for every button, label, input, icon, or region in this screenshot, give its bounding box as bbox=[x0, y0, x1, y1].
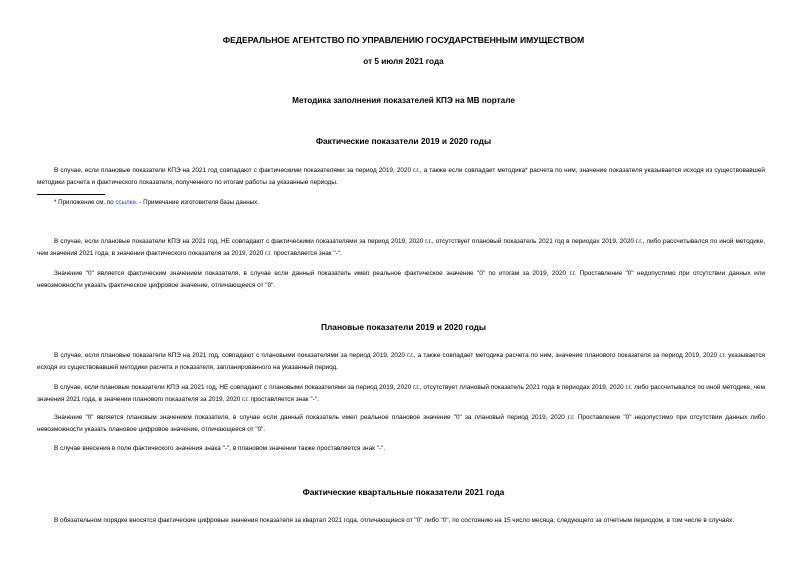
document-title: Методика заполнения показателей КПЭ на МВ портале bbox=[292, 96, 515, 105]
section-heading-quarterly: Фактические квартальные показатели 2021 года bbox=[302, 487, 505, 497]
agency-heading: ФЕДЕРАЛЬНОЕ АГЕНТСТВО ПО УПРАВЛЕНИЮ ГОСУДАРСТВЕННЫМ ИМУЩЕСТВОМ bbox=[222, 35, 585, 45]
footnote-divider bbox=[37, 194, 105, 195]
paragraph-quarterly: В обязательном порядке вносятся фактические цифровые значения показателя за квартал 2021 года, отличающиеся от "0" либо "0", по состоянию на 15 число месяца, следующего за отчетным периодом, в том числе в случаях: bbox=[54, 517, 734, 524]
footnote-prefix: * Приложение см. по bbox=[54, 199, 116, 206]
paragraph-actual-mismatch: В случае, если плановые показатели КПЭ на 2021 год, НЕ совпадают с фактическими показателями за период 2019, 2020 г.г., отсутствует плановый показатель 2021 год в периодах 2019, 2020 г.г., либо рассчитывался по иной методике, чем значения 2021 года, в значении фактического показателя за 2019, 2020 г.г. проставляется знак "-". bbox=[37, 238, 765, 257]
footnote bbox=[54, 197, 259, 208]
footnote-suffix: . - Примечание изготовителя базы данных. bbox=[135, 199, 259, 206]
paragraph-actual-match: В случае, если плановые показатели КПЭ на 2021 год совпадают с фактическими показателями за период 2019, 2020 г.г., а также если совпадает методика* расчета по ним, значение показателя указывается исходя из существовавшей методики расчета и фактического показателя, полученного по итогам работы за указанные периоды. bbox=[37, 167, 765, 186]
section-heading-actual: Фактические показатели 2019 и 2020 годы bbox=[315, 136, 492, 146]
section-heading-planned: Плановые показатели 2019 и 2020 годы bbox=[320, 322, 487, 332]
paragraph-planned-zero: Значение "0" является плановым значением показателя, в случае если данный показатель имел реальное плановое значение "0" за плановый период 2019, 2020 г.г. Проставление "0" недопустимо при отсутствии данных либо невозможности указать плановое цифровое значение, отличающееся от "0". bbox=[37, 414, 765, 433]
paragraph-planned-mismatch: В случае, если плановые показатели КПЭ на 2021 год, НЕ совпадают с плановыми показателями за период 2019, 2020 г.г., отсутствует плановый показатель 2021 года в периодах 2019, 2020 г.г. либо рассчитывался по иной методике, чем значения 2021 года, в значении планового показателя за 2019, 2020 г.г. проставляется знак "-". bbox=[37, 384, 765, 403]
footnote-link[interactable]: ссылке bbox=[115, 199, 136, 206]
paragraph-planned-dash: В случае внесения в поле фактического значения знака "-", в плановом значении также проставляется знак "-". bbox=[54, 445, 386, 452]
document-date: от 5 июля 2021 года bbox=[363, 57, 444, 66]
paragraph-actual-zero: Значение "0" является фактическим значением показателя, в случае если данный показатель имел реальное фактическое значение "0" по итогам за 2019, 2020 г.г. Проставление "0" недопустимо при отсутствии данных или невозможности указать фактическое цифровое значение, отличающееся от "0". bbox=[37, 270, 765, 289]
paragraph-planned-match: В случае, если плановые показатели КПЭ на 2021 год, совпадают с плановыми показателями за период 2019, 2020 г.г., а также совпадает методика расчета по ним, значение планового показателя за период 2019, 2020 г.г. указывается исходя из существовавшей методики расчета и показателя, запланированного на указанный период. bbox=[37, 352, 765, 371]
